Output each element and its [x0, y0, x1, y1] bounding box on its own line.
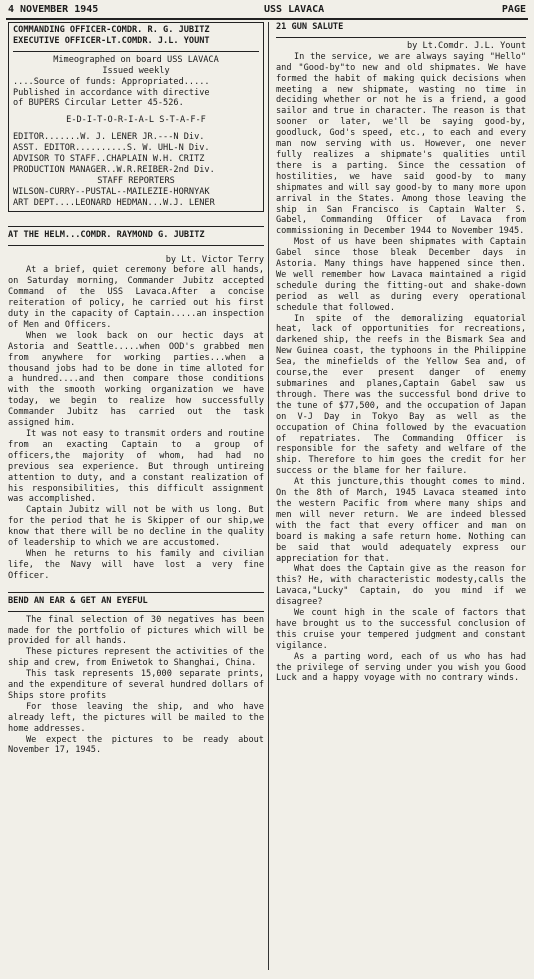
divider — [8, 611, 264, 612]
article-paragraph: This task represents 15,000 separate prints, and the expenditure of several hundred dollars of Ships store profits — [8, 669, 264, 701]
masthead-line: EXECUTIVE OFFICER-LT.COMDR. J.L. YOUNT — [13, 35, 210, 46]
article-byline: by Lt. Victor Terry — [165, 254, 264, 265]
divider — [8, 592, 264, 593]
article-paragraph: We count high in the scale of factors that have brought us to the successful conclusion of this cruise your tempered judgment and constant vigilance. — [276, 608, 526, 651]
article-paragraph: When he returns to his family and civilian life, the Navy will have lost a very fine Officer. — [8, 548, 264, 581]
article-paragraph: What does the Captain give as the reason for this? He, with characteristic modesty,calls the Lavaca,"Lucky" Captain, do you mind if we disagree? — [276, 564, 526, 608]
staff-line: WILSON-CURRY--PUSTAL--MAILEZIE-HORNYAK — [13, 186, 210, 197]
article-title: AT THE HELM...COMDR. RAYMOND G. JUBITZ — [8, 229, 205, 240]
masthead-note: ....Source of funds: Appropriated..... — [13, 76, 210, 87]
staff-line: STAFF REPORTERS — [97, 175, 175, 186]
page-label: PAGE — [501, 4, 526, 15]
masthead-note: Issued weekly — [102, 65, 170, 76]
divider — [13, 51, 259, 52]
article-paragraph: At this juncture,this thought comes to mind. On the 8th of March, 1945 Lavaca steamed into the western Pacific from where many ships and men will never return. We are indeed blessed with the fact that every officer and man on board is making a safe return home. Nothing can be said that would adequately express our appreciation for that. — [276, 477, 526, 564]
left-column — [8, 22, 264, 756]
article-byline: by Lt.Comdr. J.L. Yount — [407, 40, 526, 51]
staff-line: PRODUCTION MANAGER..W.R.REIBER-2nd Div. — [13, 164, 215, 175]
column-divider — [268, 22, 269, 970]
right-column — [276, 22, 526, 684]
ship-name: USS LAVACA — [264, 4, 325, 15]
article-paragraph: In the service, we are always saying "Hello" and "Good-by"to new and old shipmates. We have formed the habit of making quick decisions when meeting a new shipmate, wasting no time in deciding whether or not he is a friend, a good sailor and true in character. The reason is that sooner or later, we'll be saying good-by, goodluck, God's speed, etc., to each and every man now serving with us. However, one never fully realizes a shipmate's qualities until there is a parting. Since the cessation of hostilities, we have said good-by to many shipmates and will say good-by to many more upon arrival in the States. Among those leaving the ship in San Francisco is Captain Walter S. Gabel, Commanding Officer of Lavaca from commissioning in December 1944 to November 1945. — [276, 51, 526, 237]
article-paragraph: For those leaving the ship, and who have already left, the pictures will be mailed to the home addresses. — [8, 701, 264, 734]
article-paragraph: Captain Jubitz will not be with us long. But for the period that he is Skipper of our ship,we know that there will be no decline in the quality of leadership to which we are accustomed. — [8, 505, 264, 549]
divider — [276, 37, 526, 38]
issue-date: 4 NOVEMBER 1945 — [8, 4, 99, 15]
spacer — [8, 582, 264, 588]
article-paragraph: These pictures represent the activities of the ship and crew, from Eniwetok to Shanghai, China. — [8, 647, 264, 669]
article-paragraph: The final selection of 30 negatives has been made for the portfolio of pictures which will be provided for all hands. — [8, 614, 264, 647]
divider — [8, 226, 264, 227]
staff-line: EDITOR.......W. J. LENER JR.---N Div. — [13, 132, 205, 143]
article-paragraph: It was not easy to transmit orders and routine from an exacting Captain to a group of officers,the majority of whom, had had no previous sea experience. But through untireing attention to duty, and a constant realization of his responsibilities, this difficult assignment was accomplished. — [8, 429, 264, 505]
spacer — [8, 212, 264, 222]
masthead-note: Published in accordance with directive — [13, 87, 210, 98]
article-paragraph: At a brief, quiet ceremony before all hands, on Saturday morning, Commander Jubitz accepted Command of the USS Lavaca.After a concise reiteration of policy, he carried out his first duty in the capacity of Captain.....an inspection of Men and Officers. — [8, 265, 264, 330]
staff-line: ART DEPT....LEONARD HEDMAN...W.J. LENER — [13, 197, 215, 208]
page-header — [6, 2, 528, 20]
staff-line: ADVISOR TO STAFF..CHAPLAIN W.H. CRITZ — [13, 154, 205, 165]
staff-title: E-D-I-T-O-R-I-A-L S-T-A-F-F — [66, 115, 206, 126]
article-paragraph: Most of us have been shipmates with Captain Gabel since those bleak December days in Astoria. Many things have happened since then. We well remember how Lavaca maintained a rigid schedule during the fitting-out and shake-down period as well as during every operational schedule that followed. — [276, 237, 526, 313]
staff-line: ASST. EDITOR..........S. W. UHL-N Div. — [13, 143, 210, 154]
masthead — [8, 22, 264, 212]
article-title: BEND AN EAR & GET AN EYEFUL — [8, 595, 148, 606]
masthead-line: COMMANDING OFFICER-COMDR. R. G. JUBITZ — [13, 25, 210, 35]
article-paragraph: When we look back on our hectic days at Astoria and Seattle.....when OOD's grabbed men from anywhere for working parties...when a thousand jobs had to be done in time alloted for a hundred....and then compare those conditions with the smooth working organization we have today, we begin to realize how successfully Commander Jubitz has carried out the task assigned him. — [8, 330, 264, 429]
masthead-note: Mimeographed on board USS LAVACA — [53, 54, 219, 65]
article-paragraph: We expect the pictures to be ready about November 17, 1945. — [8, 734, 264, 756]
masthead-note: of BUPERS Circular Letter 45-526. — [13, 98, 184, 109]
divider — [8, 245, 264, 246]
article-paragraph: In spite of the demoralizing equatorial heat, lack of opportunities for recreations, darkened ship, the reefs in the Bismark Sea and New Guinea coast, the typhoons in the Philippine Sea, the minefields of the Yellow Sea and, of course,the ever present danger of enemy submarines and planes,Captain Gabel saw us through. There was the successful bond drive to the tune of $77,500, and the occupation of Japan on V-J Day in Tokyo Bay as well as the occupation of China followed by the evacuation of repatriates. The Commanding Officer is responsible for the safety and welfare of the ship. Therefore to him goes the credit for her success or the blame for her failure. — [276, 313, 526, 477]
article-title: 21 GUN SALUTE — [276, 22, 344, 32]
article-paragraph: As a parting word, each of us who has had the privilege of serving under you wish you Good Luck and a happy voyage with no contrary winds. — [276, 651, 526, 684]
